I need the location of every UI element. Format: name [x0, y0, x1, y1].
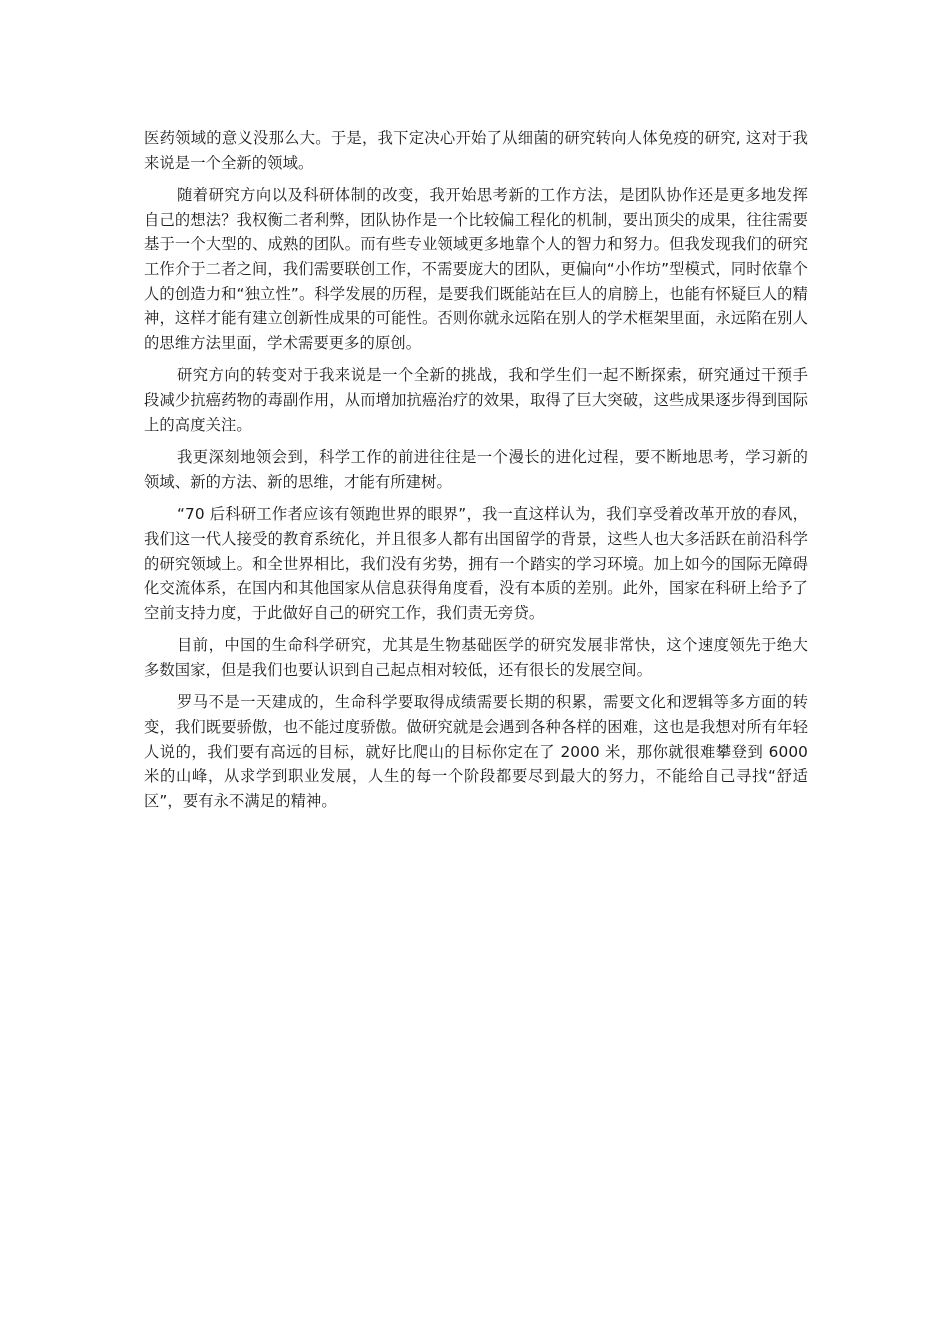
- paragraph-5: “70 后科研工作者应该有领跑世界的眼界”，我一直这样认为，我们享受着改革开放的春风，我们这一代人接受的教育系统化，并且很多人都有出国留学的背景，这些人也大多活跃在前沿科学的研究领域上。和全世界相比，我们没有劣势，拥有一个踏实的学习环境。加上如今的国际无障碍化交流体系，在国内和其他国家从信息获得角度看，没有本质的差别。此外，国家在科研上给予了空前支持力度，于此做好自己的研究工作，我们责无旁贷。: [144, 505, 808, 622]
- paragraph-7: 罗马不是一天建成的，生命科学要取得成绩需要长期的积累，需要文化和逻辑等多方面的转变，我们既要骄傲，也不能过度骄傲。做研究就是会遇到各种各样的困难，这也是我想对所有年轻人说的，我们要有高远的目标，就好比爬山的目标你定在了 2000 米，那你就很难攀登到 6000 米的山峰，从求学到职业发展，人生的每一个阶段都要尽到最大的努力，不能给自己寻找“舒适区”，要有永不满足的精神。: [144, 693, 808, 810]
- paragraph-1: 医药领域的意义没那么大。于是，我下定决心开始了从细菌的研究转向人体免疫的研究, 这对于我来说是一个全新的领域。: [144, 129, 808, 172]
- document-body: [144, 126, 808, 821]
- paragraph-4: 我更深刻地领会到，科学工作的前进往往是一个漫长的进化过程，要不断地思考，学习新的领域、新的方法、新的思维，才能有所建树。: [144, 448, 808, 491]
- paragraph-3: 研究方向的转变对于我来说是一个全新的挑战，我和学生们一起不断探索，研究通过干预手段减少抗癌药物的毒副作用，从而增加抗癌治疗的效果，取得了巨大突破，这些成果逐步得到国际上的高度关注。: [144, 366, 808, 434]
- paragraph-6: 目前，中国的生命科学研究，尤其是生物基础医学的研究发展非常快，这个速度领先于绝大多数国家，但是我们也要认识到自己起点相对较低，还有很长的发展空间。: [144, 636, 808, 679]
- paragraph-2: 随着研究方向以及科研体制的改变，我开始思考新的工作方法，是团队协作还是更多地发挥自己的想法？我权衡二者利弊，团队协作是一个比较偏工程化的机制，要出顶尖的成果，往往需要基于一个大型的、成熟的团队。而有些专业领域更多地靠个人的智力和努力。但我发现我们的研究工作介于二者之间，我们需要联创工作，不需要庞大的团队，更偏向“小作坊”型模式，同时依靠个人的创造力和“独立性”。科学发展的历程，是要我们既能站在巨人的肩膀上，也能有怀疑巨人的精神，这样才能有建立创新性成果的可能性。否则你就永远陷在别人的学术框架里面，永远陷在别人的思维方法里面，学术需要更多的原创。: [144, 186, 808, 352]
